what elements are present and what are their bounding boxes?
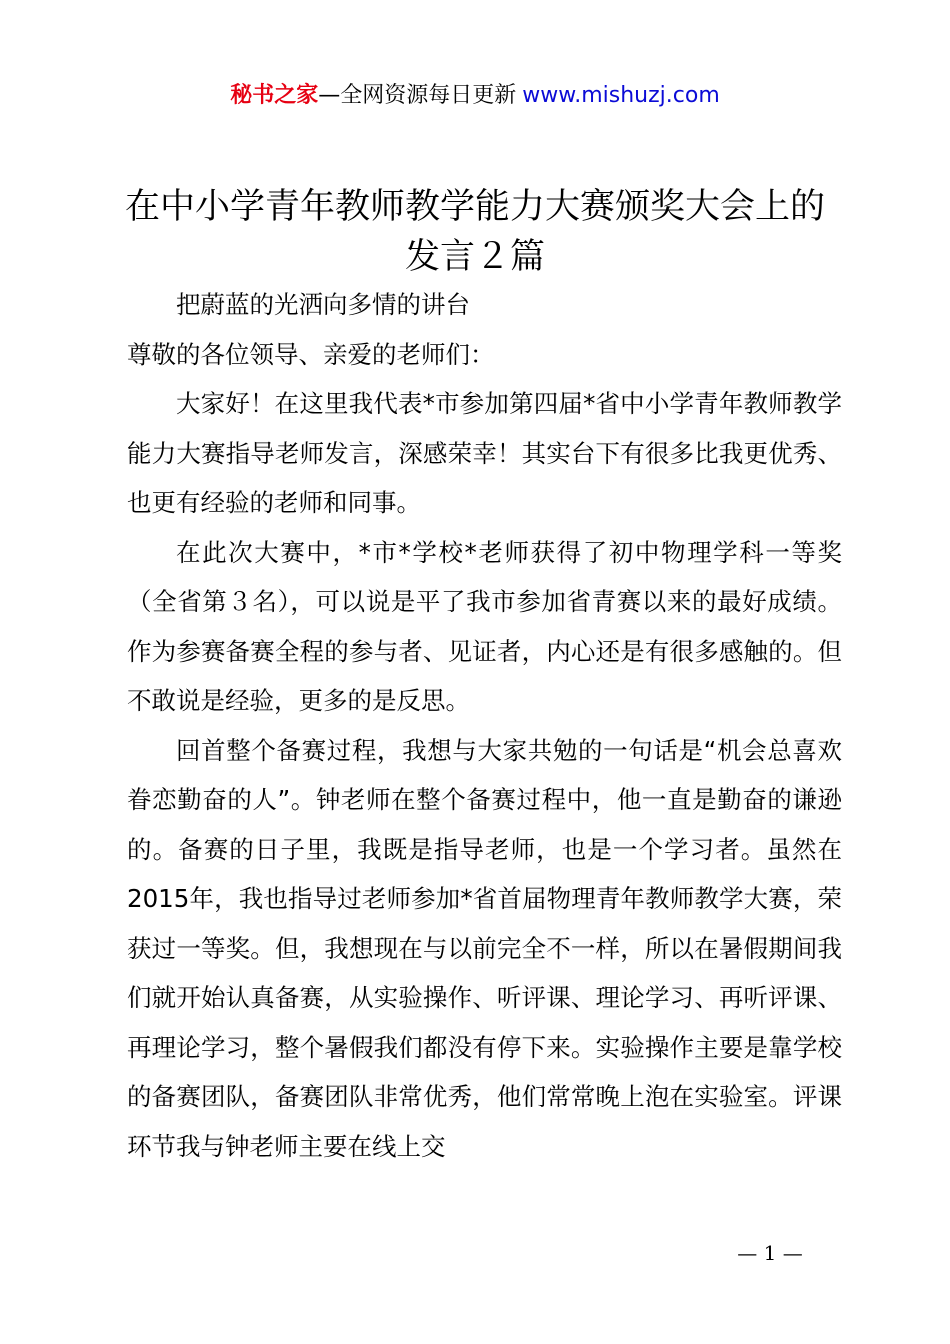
salutation: 尊敬的各位领导、亲爱的老师们：: [127, 339, 495, 369]
paragraph: 回首整个备赛过程，我想与大家共勉的一句话是“机会总喜欢眷恋勤奋的人”。钟老师在整个备赛过程中，他一直是勤奋的谦逊的。备赛的日子里，我既是指导老师，也是一个学习者。虽然在2015年，我也指导过老师参加*省首届物理青年教师教学大赛，荣获过一等奖。但，我想现在与以前完全不一样，所以在暑假期间我们就开始认真备赛，从实验操作、听评课、理论学习、再听评课、再理论学习，整个暑假我们都没有停下来。实验操作主要是靠学校的备赛团队，备赛团队非常优秀，他们常常晚上泡在实验室。评课环节我与钟老师主要在线上交: [127, 735, 842, 1161]
title-line-2: 发言２篇: [404, 237, 545, 277]
paragraph: 在此次大赛中，*市*学校*老师获得了初中物理学科一等奖（全省第３名），可以说是平了我市参加省青赛以来的最好成绩。作为参赛备赛全程的参与者、见证者，内心还是有很多感触的。但不敢说是经验，更多的是反思。: [127, 537, 842, 715]
header-tagline: —全网资源每日更新: [318, 83, 517, 108]
brand-name: 秘书之家: [230, 83, 319, 108]
document-title: [100, 182, 850, 282]
site-url-link[interactable]: www.mishuzj.com: [522, 83, 720, 108]
speech-subtitle: 把蔚蓝的光洒向多情的讲台: [176, 290, 470, 319]
title-line-1: 在中小学青年教师教学能力大赛颁奖大会上的: [124, 187, 825, 227]
paragraph: 大家好！在这里我代表*市参加第四届*省中小学青年教师教学能力大赛指导老师发言，深感荣幸！其实台下有很多比我更优秀、也更有经验的老师和同事。: [127, 389, 842, 517]
site-header: [0, 80, 950, 112]
page-number: — 1 —: [737, 1241, 803, 1265]
document-body: [127, 280, 842, 1171]
